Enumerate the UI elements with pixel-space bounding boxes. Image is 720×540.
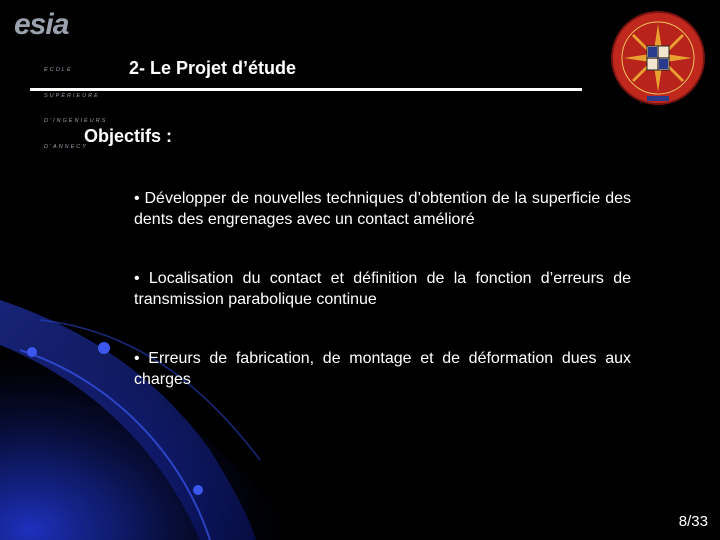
logo-subtitle-line: D'INGÉNIEURS	[44, 118, 108, 124]
title-divider	[30, 88, 582, 91]
decor-dot	[98, 342, 110, 354]
logo-subtitle-line: ÉCOLE	[44, 67, 73, 73]
logo-subtitle-line: SUPÉRIEURE	[44, 92, 100, 99]
university-seal-icon	[610, 10, 706, 106]
objectives-list	[134, 188, 631, 428]
decor-dot	[193, 485, 203, 495]
list-item: • Erreurs de fabrication, de montage et de déformation dues aux charges	[134, 350, 631, 388]
page-title: 2- Le Projet d’étude	[129, 58, 297, 78]
section-title: Objectifs :	[84, 126, 173, 146]
esia-logo	[10, 8, 110, 150]
list-item: • Développer de nouvelles techniques d’obtention de la superficie des dents des engrenages avec un contact amélioré	[134, 190, 631, 228]
list-item: • Localisation du contact et définition de la fonction d’erreurs de transmission parabolique continue	[134, 270, 631, 308]
logo-word: esia	[14, 8, 69, 41]
decor-dot	[27, 347, 37, 357]
page-number: 8/33	[678, 513, 708, 530]
logo-subtitle-line: D'ANNECY	[44, 143, 88, 150]
logo-subtitle	[44, 49, 107, 168]
